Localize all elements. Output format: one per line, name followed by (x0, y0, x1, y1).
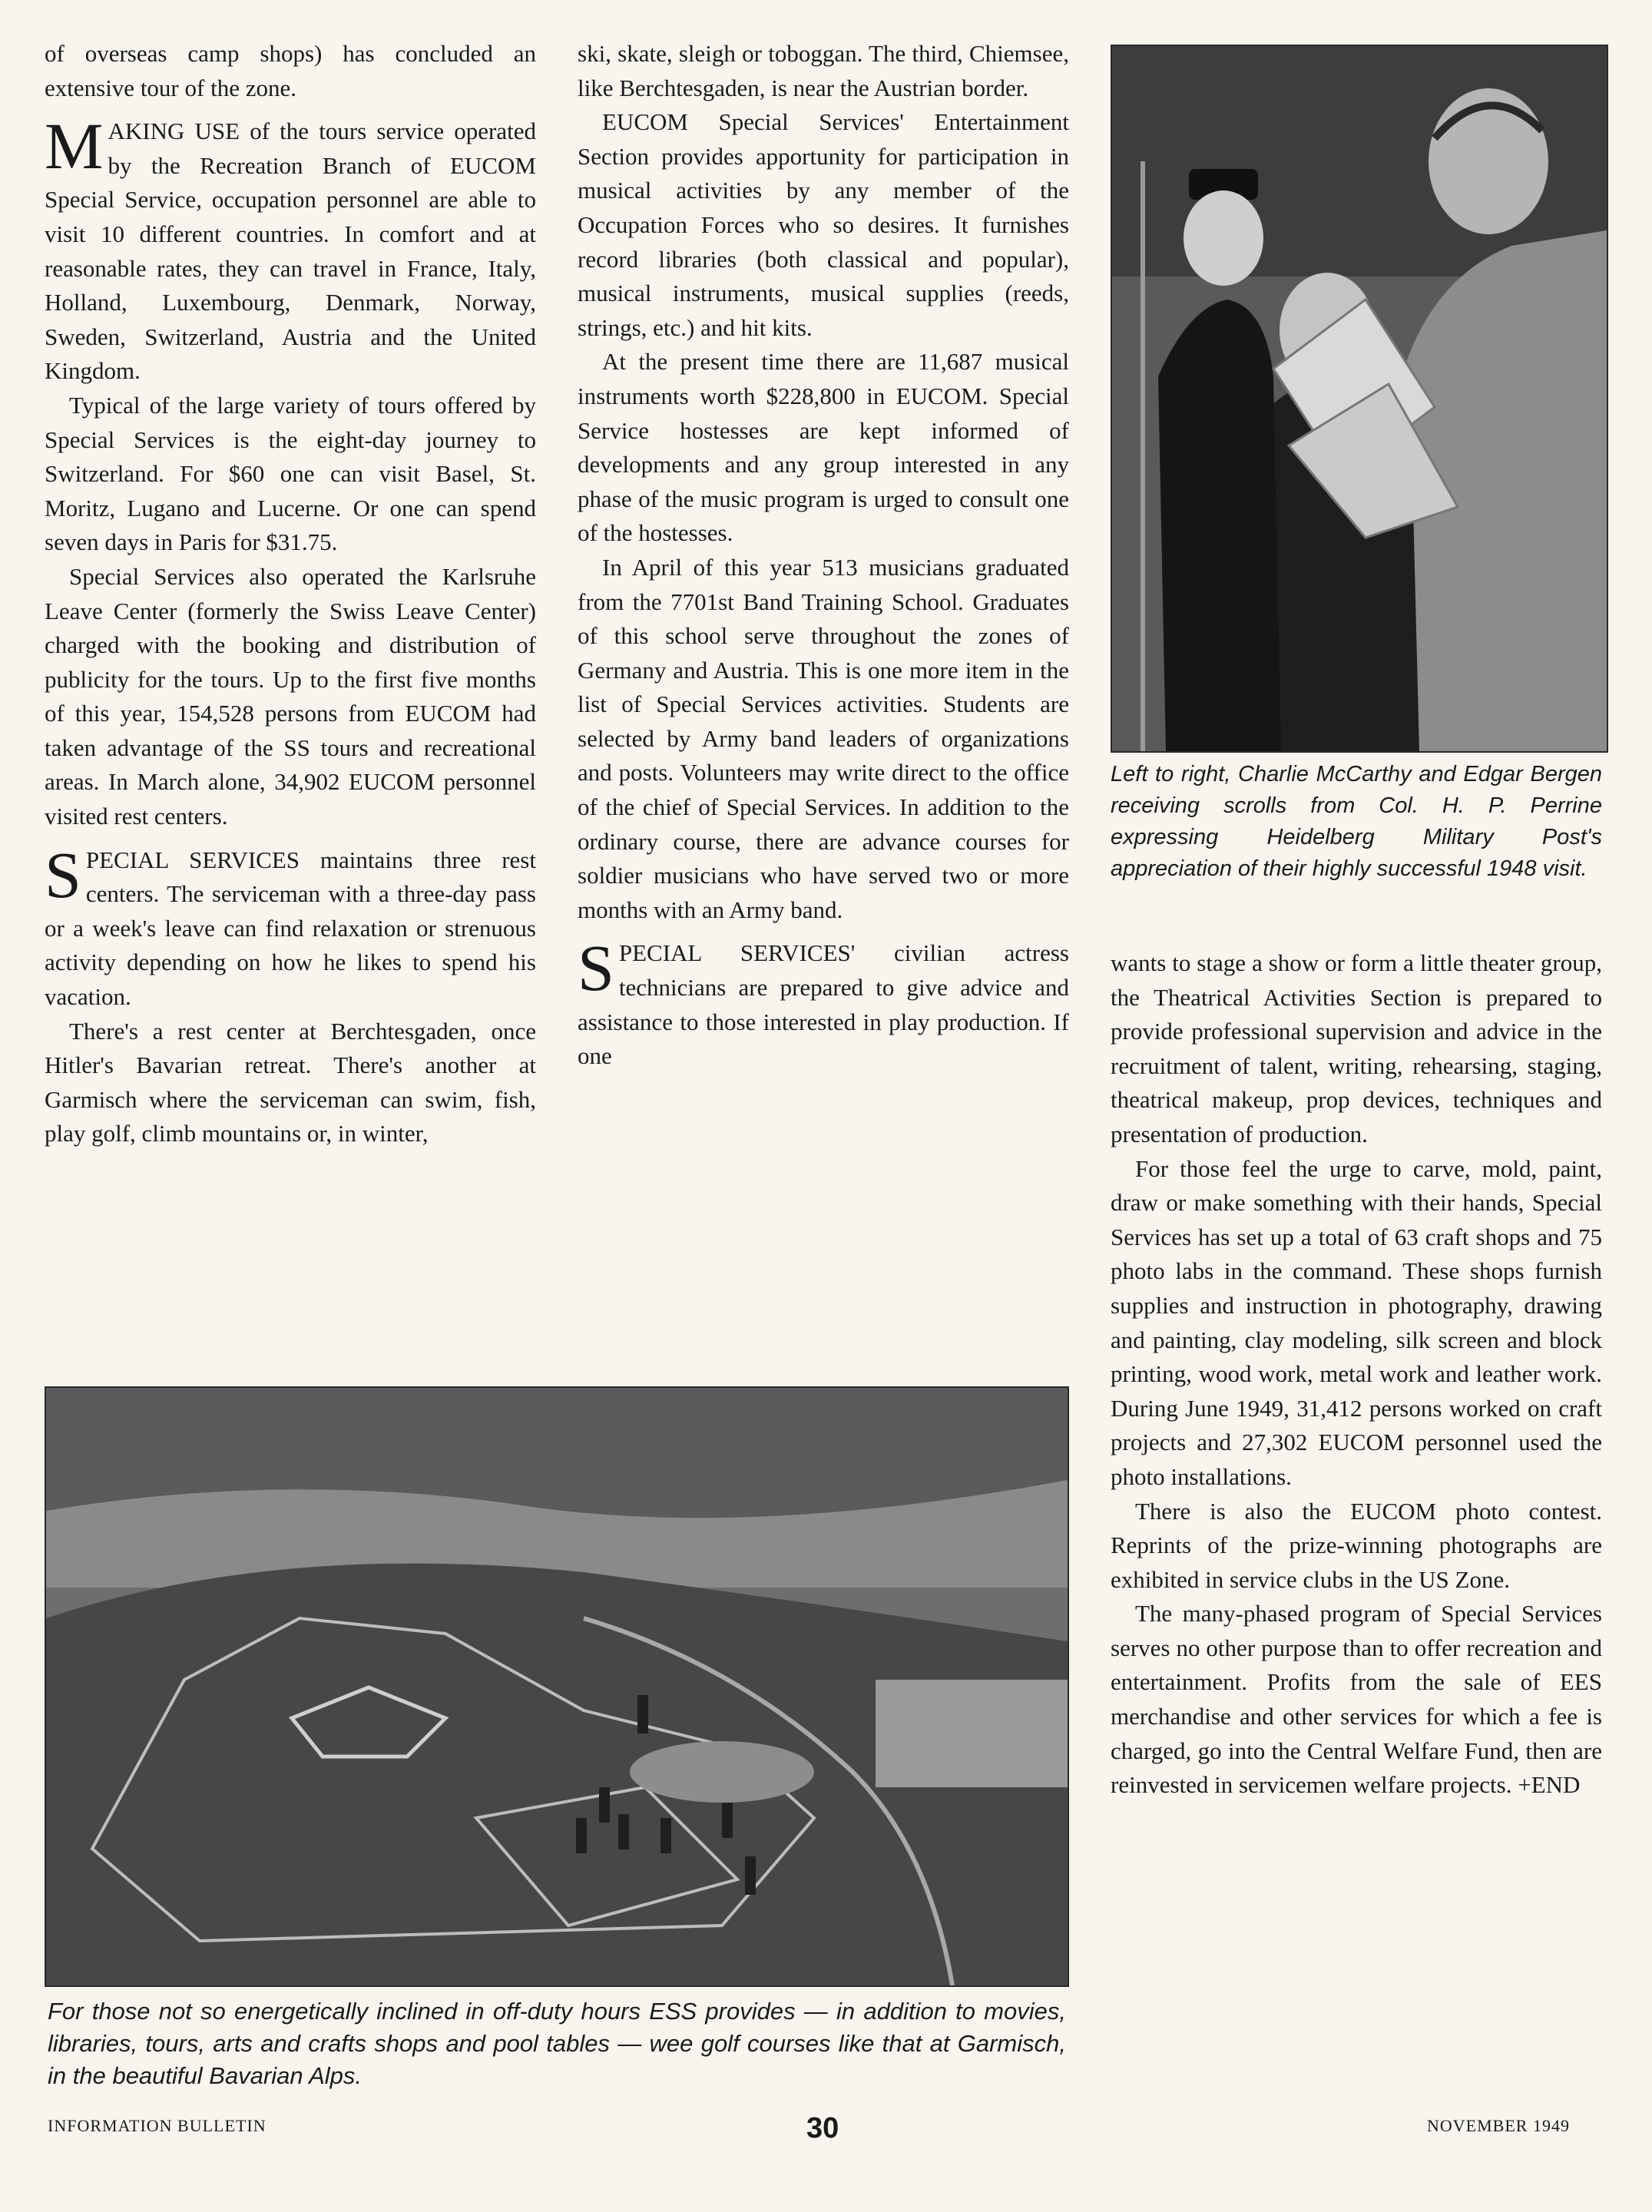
photo-bergen-mccarthy (1111, 45, 1608, 753)
paragraph: ski, skate, sleigh or toboggan. The third, Chiemsee, like Berchtesgaden, is near the Austrian border. (578, 40, 1069, 101)
paragraph-text: PECIAL SERVICES maintains three rest centers. The serviceman with a three-day pass or a week's leave can find relaxation or strenuous activity depending on how he likes to spend his vacation. (45, 846, 536, 1011)
caption-top-photo: Left to right, Charlie McCarthy and Edgar Bergen receiving scrolls from Col. H. P. Perrine expressing Heidelberg Military Post's appreciation of their highly successful 1948 visit. (1111, 762, 1602, 881)
paragraph: At the present time there are 11,687 musical instruments worth $228,800 in EUCOM. Special Service hostesses are kept informed of developments and any group interested in any phase of the music program is urged to consult one of the hostesses. (578, 348, 1069, 547)
article-column-3 (1111, 946, 1602, 1803)
paragraph (1111, 1597, 1602, 1803)
paragraph: In April of this year 513 musicians graduated from the 7701st Band Training School. Graduates of this school serve throughout the zones of Germany and Austria. This is one more item in the list of Special Services activities. Students are selected by Army band leaders of organizations and posts. Volunteers may write direct to the office of the chief of Special Services. In addition to the ordinary course, there are advance courses for soldier musicians who have served two or more months with an Army band. (578, 553, 1069, 923)
page-number: 30 (806, 2112, 839, 2144)
paragraph-dropcap (45, 109, 536, 389)
drop-cap-letter: M (45, 109, 104, 184)
paragraph-text: AKING USE of the tours service operated by the Recreation Branch of EUCOM Special Service, occupation personnel are able to visit 10 different countries. In comfort and at reasonable rates, they can travel in France, Italy, Holland, Luxembourg, Denmark, Norway, Sweden, Switzerland, Austria and the United Kingdom. (45, 118, 536, 385)
footer-date: NOVEMBER 1949 (1427, 2116, 1570, 2135)
caption-bottom-photo: For those not so energetically inclined in off-duty hours ESS provides — in addition to movies, libraries, tours, arts and crafts shops and pool tables — wee golf courses like that at Garmisch, in the beautiful Bavarian Alps. (48, 1998, 1066, 2089)
paragraph: EUCOM Special Services' Entertainment Section provides apportunity for participation in musical activities by any member of the Occupation Forces who so desires. It furnishes record libraries (both classical and popular), musical instruments, musical supplies (reeds, strings, etc.) and hit kits. (578, 108, 1069, 341)
end-mark: +END (1518, 1771, 1581, 1799)
paragraph: For those feel the urge to carve, mold, paint, draw or make something with their hands, Special Services has set up a total of 63 craft shops and 75 photo labs in the command. These shops furnish supplies and instruction in photography, drawing and painting, clay modeling, silk screen and block printing, wood work, metal work and leather work. During June 1949, 31,412 persons worked on craft projects and 27,302 EUCOM personnel used the photo installations. (1111, 1154, 1602, 1490)
paragraph: of overseas camp shops) has concluded an extensive tour of the zone. (45, 40, 536, 101)
footer-publication: INFORMATION BULLETIN (48, 2116, 267, 2135)
photo-bergen-mccarthy-illustration (1112, 46, 1607, 751)
paragraph-text: PECIAL SERVICES' civilian actress technicians are prepared to give advice and assistance to those interested in play production. If one (578, 939, 1069, 1070)
photo-minigolf-garmisch (45, 1386, 1069, 1987)
paragraph: Typical of the large variety of tours offered by Special Services is the eight-day journey to Switzerland. For $60 one can visit Basel, St. Moritz, Lugano and Lucerne. Or one can spend seven days in Paris for $31.75. (45, 391, 536, 556)
paragraph: wants to stage a show or form a little theater group, the Theatrical Activities Section is prepared to provide professional supervision and advice in the recruitment of talent, writing, rehearsing, staging, theatrical makeup, prop devices, techniques and presentation of production. (1111, 949, 1602, 1147)
drop-cap-letter: S (578, 931, 614, 1005)
paragraph: There's a rest center at Berchtesgaden, once Hitler's Bavarian retreat. There's another at Garmisch where the serviceman can swim, fish, play golf, climb mountains or, in winter, (45, 1017, 536, 1147)
paragraph-dropcap (45, 837, 536, 1015)
article-column-1 (45, 37, 536, 1151)
paragraph-text: The many-phased program of Special Services serves no other purpose than to offer recreation and entertainment. Profits from the sale of EES merchandise and other services for which a fee is charged, go into the Central Welfare Fund, then are reinvested in servicemen welfare projects. (1111, 1600, 1602, 1799)
drop-cap-letter: S (45, 837, 81, 912)
paragraph: Special Services also operated the Karlsruhe Leave Center (formerly the Swiss Leave Center) charged with the booking and distribution of publicity for the tours. Up to the first five months of this year, 154,528 persons from EUCOM had taken advantage of the SS tours and recreational areas. In March alone, 34,902 EUCOM personnel visited rest centers. (45, 562, 536, 830)
paragraph: There is also the EUCOM photo contest. Reprints of the prize-winning photographs are exhibited in service clubs in the US Zone. (1111, 1497, 1602, 1593)
article-column-2 (578, 37, 1069, 1074)
photo-minigolf-illustration (46, 1388, 1068, 1985)
paragraph-dropcap (578, 931, 1069, 1073)
